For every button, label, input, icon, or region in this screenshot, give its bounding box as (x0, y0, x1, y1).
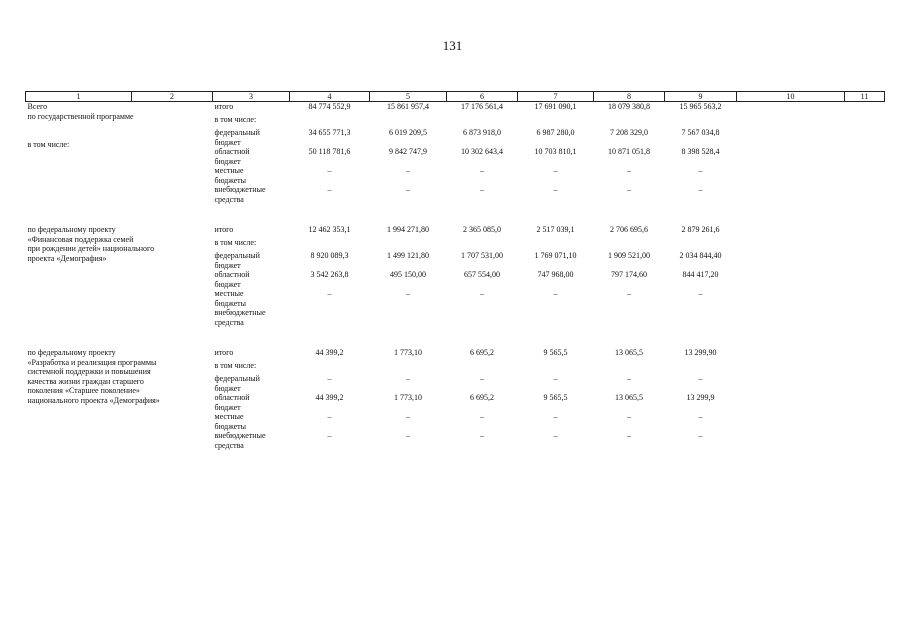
row-label: итого (214, 102, 234, 111)
value-cell: – (327, 289, 332, 298)
row-label: федеральный бюджет (214, 251, 260, 270)
empty-cell (845, 238, 885, 251)
value-cell: 6 695,2 (470, 393, 494, 402)
value-cell (290, 308, 370, 327)
value-cell: 1 773,10 (394, 348, 422, 357)
budget-table (25, 91, 885, 450)
row-label: местные бюджеты (214, 289, 247, 308)
section-name-line: качества жизни граждан старшего (27, 376, 144, 386)
row-label: в том числе: (214, 238, 257, 247)
value-cell: 10 871 051,8 (608, 147, 650, 156)
row-label: федеральный бюджет (214, 128, 260, 147)
empty-cell (737, 431, 845, 450)
value-cell: 13 299,9 (686, 393, 715, 402)
section-name (26, 225, 213, 327)
value-cell: – (698, 185, 703, 194)
empty-cell (737, 102, 845, 116)
value-cell: – (698, 412, 703, 421)
value-cell: – (627, 289, 631, 298)
value-cell: 1 773,10 (394, 393, 422, 402)
value-cell: 1 769 071,10 (534, 251, 577, 260)
value-cell: 8 398 528,4 (681, 147, 720, 156)
section-spacer (26, 327, 885, 348)
empty-cell (737, 308, 845, 327)
section-name-line: проекта «Демография» (27, 253, 107, 263)
section-name-line: системной поддержки и повышения (27, 367, 151, 376)
column-header: 4 (290, 92, 370, 102)
row-label: внебюджетные средства (214, 185, 266, 204)
value-cell: 2 517 039,1 (536, 225, 575, 234)
row-label: внебюджетные средства (214, 431, 266, 450)
row-label: внебюджетные средства (214, 308, 266, 327)
value-cell: – (553, 412, 558, 421)
row-label: в том числе: (214, 361, 257, 370)
value-cell: 1 909 521,00 (608, 251, 650, 260)
value-cell: 495 150,00 (390, 270, 426, 279)
value-cell: 9 565,5 (543, 393, 568, 402)
empty-cell (845, 102, 885, 116)
value-cell: – (627, 412, 631, 421)
value-cell: 17 176 561,4 (461, 102, 503, 111)
row-label: в том числе: (214, 115, 257, 124)
value-cell: 8 920 089,3 (310, 251, 349, 260)
value-cell: 15 965 563,2 (679, 102, 722, 111)
value-cell: 50 118 781,6 (308, 147, 351, 156)
table-body (26, 102, 885, 451)
value-cell (518, 115, 594, 128)
value-cell: 13 299,90 (684, 348, 717, 357)
value-cell (370, 361, 447, 374)
value-cell: 2 034 844,40 (679, 251, 722, 260)
value-cell: 18 079 380,8 (608, 102, 650, 111)
value-cell: 44 399,2 (315, 348, 344, 357)
row-label: местные бюджеты (214, 166, 247, 185)
value-cell: – (327, 431, 332, 440)
value-cell: – (480, 412, 484, 421)
value-cell: – (698, 166, 703, 175)
empty-cell (845, 251, 885, 270)
section-name-line: по государственной программе (27, 111, 134, 121)
value-cell (447, 361, 518, 374)
value-cell: – (698, 289, 703, 298)
value-cell (665, 238, 737, 251)
value-cell: – (406, 166, 410, 175)
value-cell (665, 308, 737, 327)
value-cell: 844 417,20 (682, 270, 719, 279)
value-cell: – (553, 289, 558, 298)
value-cell: 1 994 271,80 (387, 225, 429, 234)
empty-cell (737, 374, 845, 393)
value-cell: – (327, 166, 332, 175)
page-number: 131 (442, 38, 463, 53)
value-cell (447, 238, 518, 251)
column-header: 8 (594, 92, 665, 102)
value-cell (518, 361, 594, 374)
empty-cell (845, 289, 885, 308)
empty-cell (845, 431, 885, 450)
section-name-line: по федеральному проекту (27, 225, 116, 234)
value-cell: 84 774 552,9 (308, 102, 351, 111)
value-cell: – (406, 431, 410, 440)
value-cell (290, 238, 370, 251)
value-cell (518, 308, 594, 327)
value-cell: 2 365 085,0 (463, 225, 501, 234)
section-name-line: «Финансовая поддержка семей (27, 234, 134, 244)
value-cell: – (406, 289, 410, 298)
empty-cell (737, 348, 845, 361)
value-cell: 1 707 531,00 (461, 251, 503, 260)
empty-cell (737, 251, 845, 270)
value-cell: 747 968,00 (537, 270, 574, 279)
value-cell (290, 115, 370, 128)
value-cell: 797 174,60 (611, 270, 647, 279)
value-cell: – (480, 166, 484, 175)
column-header: 6 (447, 92, 518, 102)
column-header: 7 (518, 92, 594, 102)
value-cell: 6 987 280,0 (536, 128, 575, 137)
value-cell: 10 703 810,1 (534, 147, 577, 156)
empty-cell (845, 308, 885, 327)
empty-cell (737, 147, 845, 166)
table-row (26, 348, 885, 361)
value-cell (447, 115, 518, 128)
value-cell (518, 238, 594, 251)
value-cell (447, 308, 518, 327)
section-name-line: Всего (27, 102, 48, 111)
value-cell: – (480, 289, 484, 298)
value-cell: – (553, 431, 558, 440)
empty-cell (845, 374, 885, 393)
empty-cell (845, 361, 885, 374)
row-label: областной бюджет (214, 270, 250, 289)
row-label: федеральный бюджет (214, 374, 260, 393)
empty-cell (845, 185, 885, 204)
value-cell: 1 499 121,80 (387, 251, 429, 260)
value-cell: 9 565,5 (543, 348, 568, 357)
value-cell: – (627, 431, 631, 440)
column-header: 1 (26, 92, 132, 102)
row-label: итого (214, 225, 234, 234)
empty-cell (737, 185, 845, 204)
empty-cell (845, 166, 885, 185)
value-cell: 34 655 771,3 (308, 128, 351, 137)
value-cell: 7 208 329,0 (610, 128, 648, 137)
empty-cell (845, 412, 885, 431)
empty-cell (845, 270, 885, 289)
value-cell: – (327, 412, 332, 421)
value-cell: 9 842 747,9 (389, 147, 427, 156)
value-cell: 17 691 090,1 (534, 102, 577, 111)
value-cell: 6 019 209,5 (389, 128, 427, 137)
value-cell (370, 115, 447, 128)
column-header: 3 (213, 92, 290, 102)
row-label: областной бюджет (214, 147, 250, 166)
column-header: 5 (370, 92, 447, 102)
empty-cell (737, 238, 845, 251)
column-header: 9 (665, 92, 737, 102)
row-label: областной бюджет (214, 393, 250, 412)
row-label: итого (214, 348, 234, 357)
value-cell (370, 308, 447, 327)
column-header: 10 (737, 92, 845, 102)
value-cell (665, 361, 737, 374)
empty-cell (737, 115, 845, 128)
empty-cell (845, 348, 885, 361)
section-name-line: по федеральному проекту (27, 348, 116, 357)
column-header: 2 (132, 92, 213, 102)
value-cell: – (480, 185, 484, 194)
value-cell: 2 879 261,6 (681, 225, 720, 234)
value-cell: 44 399,2 (315, 393, 344, 402)
section-name-line: при рождении детей» национального (27, 244, 155, 253)
value-cell: 10 302 643,4 (461, 147, 503, 156)
value-cell: – (406, 374, 410, 383)
value-cell: 13 065,5 (615, 348, 643, 357)
value-cell: – (627, 166, 631, 175)
value-cell (290, 361, 370, 374)
column-header: 11 (845, 92, 885, 102)
value-cell: – (698, 374, 703, 383)
empty-cell (845, 115, 885, 128)
value-cell: 15 861 957,4 (387, 102, 429, 111)
value-cell: 3 542 263,8 (310, 270, 349, 279)
value-cell: 2 706 695,6 (610, 225, 648, 234)
section-spacer (26, 204, 885, 225)
empty-cell (737, 361, 845, 374)
empty-cell (737, 270, 845, 289)
value-cell: 657 554,00 (464, 270, 500, 279)
row-label: местные бюджеты (214, 412, 247, 431)
value-cell: – (406, 412, 410, 421)
table-row (26, 102, 885, 116)
value-cell: 6 695,2 (470, 348, 494, 357)
value-cell: – (327, 185, 332, 194)
section-name-line (28, 121, 211, 131)
value-cell: – (480, 374, 484, 383)
empty-cell (737, 412, 845, 431)
value-cell: – (553, 374, 558, 383)
empty-cell (737, 128, 845, 147)
value-cell: – (627, 374, 631, 383)
value-cell (594, 308, 665, 327)
value-cell: 12 462 353,1 (308, 225, 351, 234)
empty-cell (737, 393, 845, 412)
table-header (26, 92, 885, 102)
empty-cell (737, 225, 845, 238)
value-cell: 13 065,5 (615, 393, 643, 402)
section-name-line: национального проекта «Демография» (27, 395, 160, 405)
section-name-line: «Разработка и реализация программы (27, 357, 157, 367)
empty-cell (737, 289, 845, 308)
value-cell (594, 361, 665, 374)
empty-cell (737, 166, 845, 185)
value-cell: 7 567 034,8 (681, 128, 720, 137)
value-cell (665, 115, 737, 128)
value-cell (370, 238, 447, 251)
value-cell: 6 873 918,0 (463, 128, 501, 137)
value-cell: – (406, 185, 410, 194)
empty-cell (845, 147, 885, 166)
table-row (26, 225, 885, 238)
value-cell (594, 238, 665, 251)
section-name (26, 348, 213, 450)
value-cell (594, 115, 665, 128)
empty-cell (845, 128, 885, 147)
value-cell: – (553, 166, 558, 175)
section-name-line: поколения «Старшее поколение» (27, 386, 140, 395)
value-cell: – (480, 431, 484, 440)
value-cell: – (553, 185, 558, 194)
value-cell: – (698, 431, 703, 440)
empty-cell (845, 225, 885, 238)
section-name-line: в том числе: (27, 140, 70, 149)
section-name-line (28, 131, 211, 141)
value-cell: – (627, 185, 631, 194)
empty-cell (845, 393, 885, 412)
section-name (26, 102, 213, 205)
value-cell: – (327, 374, 332, 383)
